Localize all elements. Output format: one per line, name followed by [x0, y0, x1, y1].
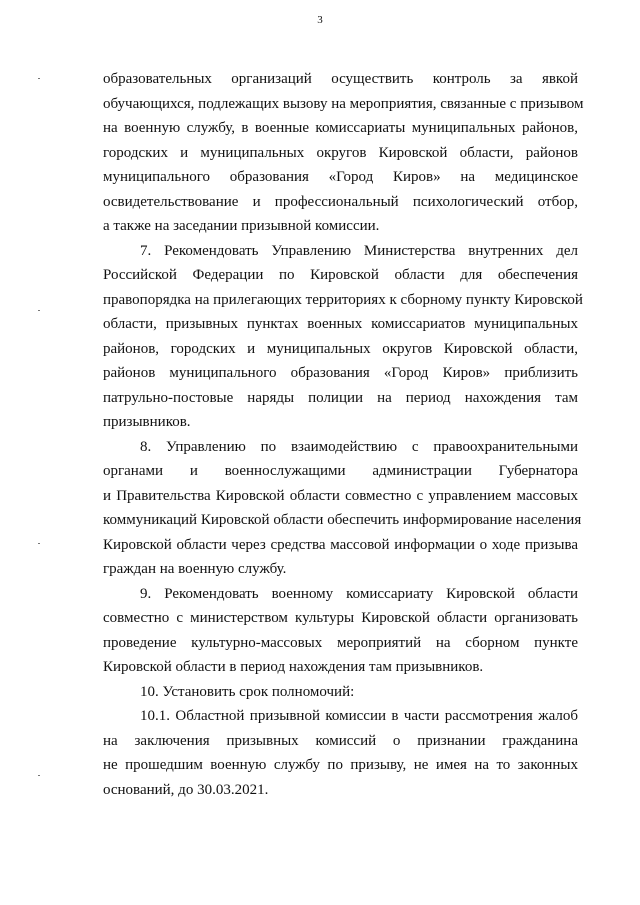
text-line: на военную службу, в военные комиссариаты муниципальных районов, [103, 120, 578, 136]
paragraph-item-9 [103, 582, 578, 680]
text-line: не прошедшим военную службу по призыву, не имея на то законных [103, 757, 578, 773]
text-line: оснований, до 30.03.2021. [103, 781, 269, 798]
text-line: граждан на военную службу. [103, 561, 287, 577]
text-line: совместно с министерством культуры Кировской области организовать [103, 610, 578, 626]
text-line: патрульно-постовые наряды полиции на период нахождения там [103, 389, 578, 406]
text-line: и Правительства Кировской области совместно с управлением массовых [103, 487, 578, 504]
text-line: проведение культурно-массовых мероприятий на сборном пункте [103, 634, 578, 651]
text-line: 8. Управлению по взаимодействию с правоохранительными [140, 438, 578, 455]
text-line: правопорядка на прилегающих территориях к сборному пункту Кировской [103, 291, 583, 308]
text-line: органами и военнослужащими администрации Губернатора [103, 463, 578, 479]
text-line: 9. Рекомендовать военному комиссариату Кировской области [140, 585, 578, 602]
paragraph-item-10 [103, 680, 578, 705]
text-line: а также на заседании призывной комиссии. [103, 218, 380, 234]
text-line: муниципального образования «Город Киров» на медицинское [103, 169, 578, 185]
margin-mark [38, 310, 40, 311]
text-line: Кировской области в период нахождения там призывников. [103, 659, 484, 675]
paragraph-item-10-1 [103, 704, 578, 802]
text-line: городских и муниципальных округов Кировской области, районов [103, 144, 578, 161]
text-line: 10.1. Областной призывной комиссии в части рассмотрения жалоб [140, 708, 578, 724]
text-line: Кировской области через средства массовой информации о ходе призыва [103, 536, 578, 553]
text-line: 10. Установить срок полномочий: [140, 683, 355, 700]
text-line: области, призывных пунктах военных комиссариатов муниципальных [103, 316, 578, 332]
document-body [103, 67, 584, 802]
text-line: обучающихся, подлежащих вызову на мероприятия, связанные с призывом [103, 95, 584, 112]
text-line: районов муниципального образования «Город Киров» приблизить [103, 365, 578, 381]
text-line: районов, городских и муниципальных округов Кировской области, [103, 340, 578, 357]
text-line: Российской Федерации по Кировской области для обеспечения [103, 267, 578, 283]
paragraph-item-8 [103, 435, 582, 582]
text-line: коммуникаций Кировской области обеспечить информирование населения [103, 512, 582, 528]
text-line: 7. Рекомендовать Управлению Министерства внутренних дел [140, 242, 578, 259]
text-line: на заключения призывных комиссий о признании гражданина [103, 732, 578, 749]
text-line: освидетельствование и профессиональный психологический отбор, [103, 193, 578, 210]
paragraph-continuation [103, 67, 584, 239]
margin-mark [38, 543, 40, 544]
margin-mark [38, 775, 40, 776]
page-number: 3 [317, 14, 323, 26]
paragraph-item-7 [103, 239, 583, 435]
margin-mark [38, 78, 40, 79]
text-line: призывников. [103, 414, 191, 430]
text-line: образовательных организаций осуществить контроль за явкой [103, 71, 578, 87]
